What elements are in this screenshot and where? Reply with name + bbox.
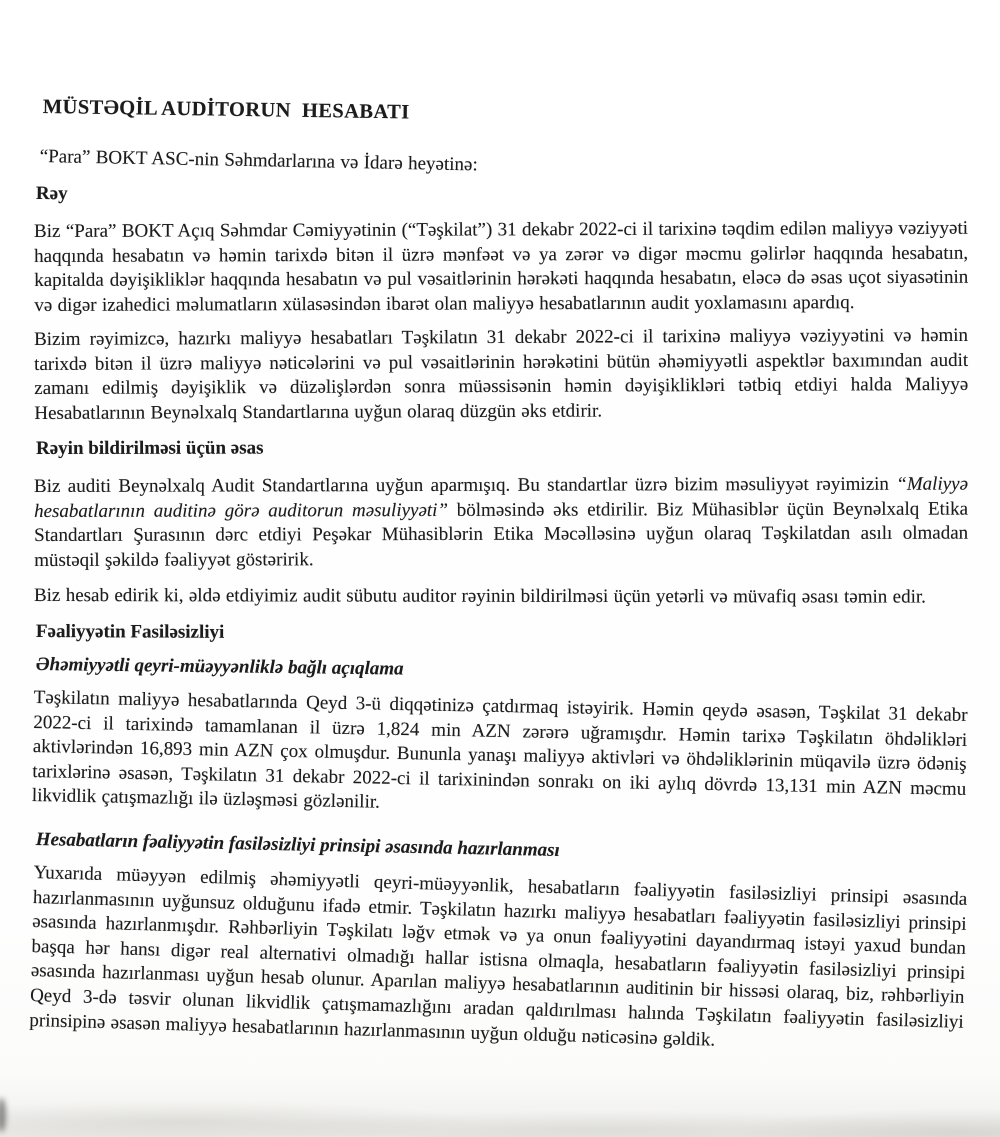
preparation-basis-paragraph: Yuxarıda müəyyən edilmiş əhəmiyyətli qeyri-müəyyənlik, hesabatların fəaliyyətin fasiləsizliyi prinsipi əsasında hazırlanmasının uyğunsuz olduğunu ifadə etmir. Təşkilatın hazırkı maliyyə hesabatları fəaliyyətin fasiləsizliyi prinsipi əsasında hazırlanmışdır. Rəhbərliyin Təşkilatı ləğv etmək və ya onun fəaliyyətini dayandırmaq istəyi yaxud bundan başqa hər hansı digər real alternativi olmadığı hallar istisna olmaqla, hesabatların fəaliyyətin fasiləsizliyi prinsipi əsasında hazırlanması uyğun hesab olunur. Aparılan maliyyə hesabatlarının auditinin bir hissəsi olaraq, biz, rəhbərliyin Qeyd 3-də təsvir olunan likvidlik çatışmamazlığını aradan qaldırılması halında Təşkilatın fəaliyyətin fasiləsizliyi prinsipinə əsasən maliyyə hesabatlarının hazırlanmasının uyğun olduğu nəticəsinə gəldik. (29, 862, 968, 1051)
scan-edge-smudge (0, 1098, 6, 1132)
document-content (29, 96, 969, 1051)
addressee-line: “Para” BOKT ASC-nin Səhmdarlarına və İdarə heyətinə: (39, 145, 478, 176)
basis-paragraph-1-italic-quote: “Maliyyə hesabatlarının auditinə görə auditorun məsuliyyəti” (34, 473, 969, 522)
opinion-paragraph-1: Biz “Para” BOKT Açıq Səhmdar Cəmiyyətinin (“Təşkilat”) 31 dekabr 2022-ci il tarixinə təqdim edilən maliyyə vəziyyəti haqqında hesabatın və həmin tarixdə bitən il üzrə mənfəət və ya zərər və digər məcmu gəlirlər haqqında hesabatın, kapitalda dəyişikliklər haqqında hesabatın və pul vəsaitlərinin hərəkəti haqqında hesabatın, eləcə də əsas uçot siyasətinin və digər izahedici məlumatların xülasəsindən ibarət olan maliyyə hesabatlarının audit yoxlamasını apardıq. (34, 217, 969, 316)
scan-bottom-shadow (0, 1073, 1000, 1137)
material-uncertainty-paragraph: Təşkilatın maliyyə hesabatlarında Qeyd 3-ü diqqətinizə çatdırmaq istəyirik. Həmin qeydə əsasən, Təşkilat 31 dekabr 2022-ci il tarixində tamamlanan il üzrə 1,824 min AZN zərərə uğramışdır. Həmin tarixə Təşkilatın öhdəlikləri aktivlərindən 16,893 min AZN çox olmuşdur. Bununla yanaşı maliyyə aktivləri və öhdəliklərinin müqavilə üzrə ödəniş tarixlərinə əsasən, Təşkilatın 31 dekabr 2022-ci il tarixinindən sonrakı on iki aylıq dövrdə 13,131 min AZN məcmu likvidlik çatışmazlığı ilə üzləşməsi gözlənilir. (31, 687, 968, 814)
basis-paragraph-1-lead: Biz auditi Beynəlxalq Audit Standartlarına uyğun aparmışıq. Bu standartlar üzrə bizim məsuliyyət rəyimizin (34, 474, 897, 498)
basis-for-opinion-heading: Rəyin bildirilməsi üçün əsas (36, 437, 264, 460)
material-uncertainty-heading: Əhəmiyyətli qeyri-müəyyənliklə bağlı açıqlama (35, 654, 404, 680)
preparation-basis-heading: Hesabatların fəaliyyətin fasiləsizliyi prinsipi əsasında hazırlanması (35, 829, 561, 862)
basis-paragraph-1-tail: bölməsində əks etdirilir. Biz Mühasiblər üçün Beynəlxalq Etika Standartları Şurasının dərc etdiyi Peşəkar Mühasiblərin Etika Məcəlləsinə uyğun olaraq Təşkilatdan asılı olmadan müstəqil şəkildə fəaliyyət göstəririk. (34, 498, 969, 572)
going-concern-heading: Fəaliyyətin Fasiləsizliyi (35, 621, 225, 644)
opinion-heading: Rəy (35, 182, 68, 204)
basis-paragraph-1 (34, 473, 968, 574)
document-title: MÜSTƏQİL AUDİTORUN HESABATI (42, 96, 410, 124)
basis-paragraph-2: Biz hesab edirik ki, əldə etdiyimiz audit sübutu auditor rəyinin bildirilməsi üçün yetərli və müvafiq əsası təmin edir. (33, 584, 926, 608)
opinion-paragraph-2: Bizim rəyimizcə, hazırkı maliyyə hesabatları Təşkilatın 31 dekabr 2022-ci il tarixinə maliyyə vəziyyətini və həmin tarixdə bitən il üzrə maliyyə nəticələrini və pul vəsaitlərinin hərəkətini bütün əhəmiyyətli aspektlər baxımından audit zamanı edilmiş dəyişiklik və düzəlişlərdən sonra müəssisənin həmin dəyişiklikləri tətbiq etdiyi halda Maliyyə Hesabatlarının Beynəlxalq Standartlarına uyğun olaraq düzgün əks etdirir. (34, 324, 969, 424)
